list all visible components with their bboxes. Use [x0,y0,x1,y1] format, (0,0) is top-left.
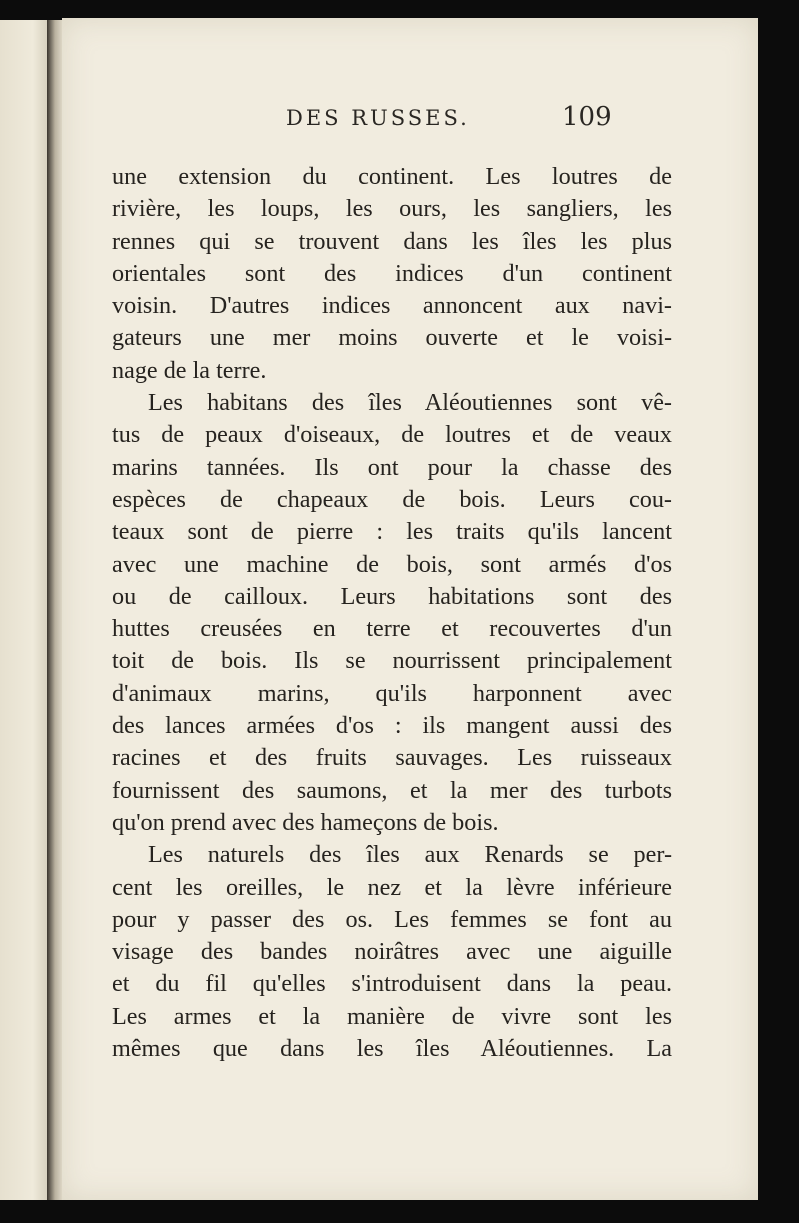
text-line: ou de cailloux. Leurs habitations sont des [112,582,672,610]
text-line: des lances armées d'os : ils mangent aussi des [112,712,672,740]
text-line: teaux sont de pierre : les traits qu'ils lancent [112,518,672,546]
text-line: d'animaux marins, qu'ils harponnent avec [112,679,672,707]
page-header [62,102,758,142]
text-line: qu'on prend avec des hameçons de bois. [112,808,499,836]
text-line: rivière, les loups, les ours, les sangliers, les [112,195,672,223]
text-line: huttes creusées en terre et recouvertes d'un [112,615,672,643]
text-line: et du fil qu'elles s'introduisent dans la peau. [112,970,672,998]
text-line: racines et des fruits sauvages. Les ruisseaux [112,744,672,772]
text-line: Les habitans des îles Aléoutiennes sont vê- [148,389,672,417]
book-page [62,18,758,1200]
scan-background [758,18,799,1200]
text-line: cent les oreilles, le nez et la lèvre inférieure [112,873,672,901]
text-line: fournissent des saumons, et la mer des turbots [112,776,672,804]
text-line: pour y passer des os. Les femmes se font au [112,905,672,933]
text-line: rennes qui se trouvent dans les îles les plus [112,227,672,255]
text-line: voisin. D'autres indices annoncent aux navi- [112,292,672,320]
text-line: tus de peaux d'oiseaux, de loutres et de veaux [112,421,672,449]
text-line: avec une machine de bois, sont armés d'os [112,550,672,578]
text-line: une extension du continent. Les loutres de [112,163,672,190]
text-line: gateurs une mer moins ouverte et le voisi- [112,324,672,352]
text-line: marins tannées. Ils ont pour la chasse des [112,453,672,481]
text-line: orientales sont des indices d'un continent [112,259,672,287]
page-number: 109 [562,102,612,132]
text-line: nage de la terre. [112,356,267,384]
text-line: espèces de chapeaux de bois. Leurs cou- [112,485,672,513]
facing-page-edge [0,20,48,1200]
text-line: Les armes et la manière de vivre sont les [112,1002,672,1030]
text-line: toit de bois. Ils se nourrissent principalement [112,647,672,675]
text-line: mêmes que dans les îles Aléoutiennes. La [112,1035,672,1063]
text-line: Les naturels des îles aux Renards se per- [148,841,672,869]
running-title: DES RUSSES. [286,106,470,130]
text-line: visage des bandes noirâtres avec une aiguille [112,938,672,966]
body-text [112,161,672,1065]
